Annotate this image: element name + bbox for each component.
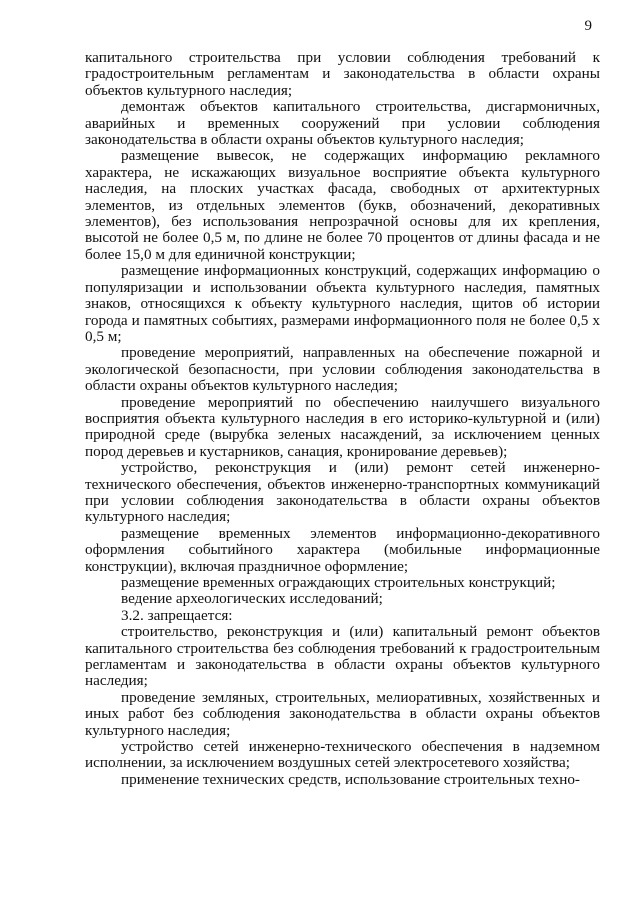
paragraph: строительство, реконструкция и (или) капитальный ремонт объектов капитального строительства без соблюдения требований к градостроительным регламентам и законодательства в области охраны объектов культурного наследия; [85,623,600,690]
paragraph: ведение археологических исследований; [121,590,383,608]
paragraph: размещение вывесок, не содержащих информацию рекламного характера, не искажающих визуальное восприятие объекта культурного наследия, на плоских участках фасада, свободных от архитектурных элементов, из отдельных элементов (букв, обозначений, декоративных элементов), без использования непрозрачной основы для их крепления, высотой не более 0,5 м, по длине не более 70 процентов от длины фасада и не более 15,0 м для единичной конструкции; [85,147,600,263]
paragraph: размещение временных ограждающих строительных конструкций; [121,574,556,591]
paragraph: применение технических средств, использование строительных техно- [121,770,580,788]
paragraph: размещение информационных конструкций, содержащих информацию о популяризации и использовании объекта культурного наследия, памятных знаков, относящихся к объекту культурного наследия, щитов об истории города и памятных событиях, размерами информационного поля не более 0,5 х 0,5 м; [85,262,600,345]
paragraph: демонтаж объектов капитального строительства, дисгармоничных, аварийных и временных сооружений при условии соблюдения законодательства в области охраны объектов культурного наследия; [85,98,600,149]
paragraph: капитального строительства при условии соблюдения требований к градостроительным регламентам и законодательства в области охраны объектов культурного наследия; [85,49,600,99]
paragraph: устройство, реконструкция и (или) ремонт сетей инженерно-технического обеспечения, объектов инженерно-транспортных коммуникаций при условии соблюдения законодательства в области охраны объектов культурного наследия; [85,459,600,526]
document-body [85,50,600,788]
paragraph: проведение мероприятий, направленных на обеспечение пожарной и экологической безопасности, при условии соблюдения законодательства в области охраны объектов культурного наследия; [85,344,600,395]
paragraph: размещение временных элементов информационно-декоративного оформления событийного характера (мобильные информационные конструкции), включая праздничное оформление; [85,524,600,575]
paragraph: проведение земляных, строительных, мелиоративных, хозяйственных и иных работ без соблюдения законодательства в области охраны объектов культурного наследия; [85,688,600,739]
page-number: 9 [584,18,592,34]
paragraph: проведение мероприятий по обеспечению наилучшего визуального восприятия объекта культурного наследия в его историко-культурной и (или) природной среде (вырубка зеленых насаждений, за исключением ценных пород деревьев и кустарников, санация, кронирование деревьев); [85,393,600,460]
paragraph: устройство сетей инженерно-технического обеспечения в надземном исполнении, за исключением воздушных сетей электросетевого хозяйства; [85,738,600,772]
section-heading: 3.2. запрещается: [121,606,233,624]
